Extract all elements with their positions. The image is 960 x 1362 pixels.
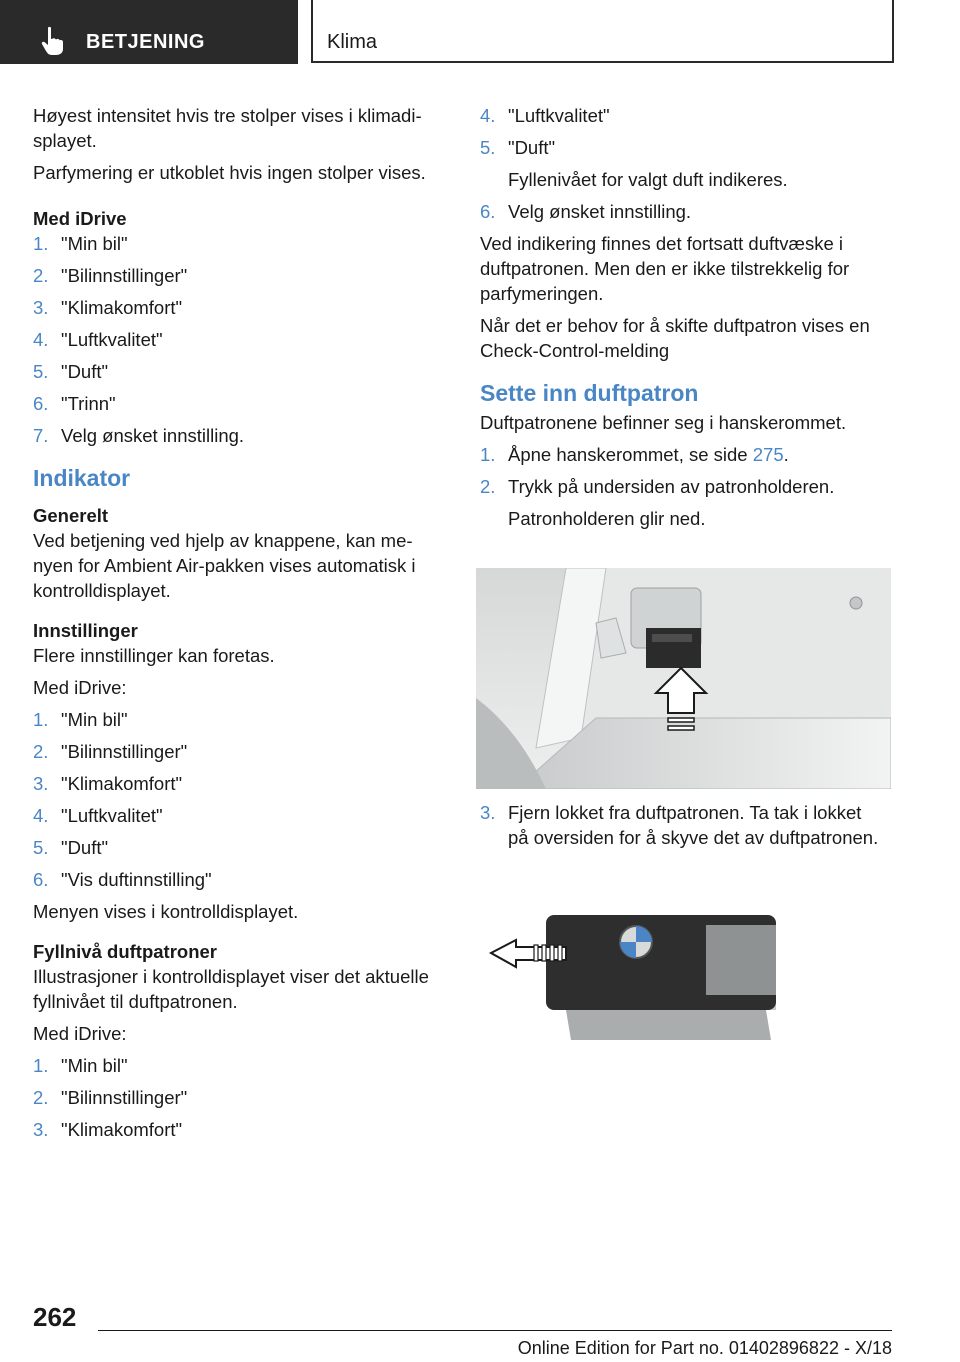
list-item: 3. "Klimakomfort"	[33, 773, 183, 794]
heading-indikator: Indikator	[33, 465, 131, 491]
steps-list-3-cont	[480, 103, 894, 167]
list-item: 2. "Bilinnstillinger"	[33, 741, 188, 762]
subheading-idrive: Med iDrive	[33, 208, 127, 229]
right-column	[480, 103, 894, 538]
list-item-note: Patronholderen glir ned.	[508, 508, 706, 529]
list-item: 3. Fjern lokket fra duftpatronen. Ta tak i lokket på oversiden for å skyve det av duftpatronen.	[480, 802, 879, 848]
paragraph: Ved indikering finnes det fortsatt duftvæske i duftpatronen. Men den er ikke tilstrekkelig for parfymeringen.	[480, 233, 850, 304]
list-item: 3. "Klimakomfort"	[33, 1119, 183, 1140]
list-item: 1. "Min bil"	[33, 709, 128, 730]
paragraph: Menyen vises i kontrolldisplayet.	[33, 901, 299, 922]
list-item: 4. "Luftkvalitet"	[33, 805, 163, 826]
glovebox-illustration	[476, 568, 891, 789]
list-item: 5. "Duft"	[33, 361, 109, 382]
paragraph: Flere innstillinger kan foretas.	[33, 645, 275, 666]
paragraph: Illustrasjoner i kontrolldisplayet viser det aktuelle fyllnivået til duftpatronen.	[33, 966, 429, 1012]
list-item: 3. "Klimakomfort"	[33, 297, 183, 318]
steps-list-1	[33, 231, 441, 455]
list-item-note: Fyllenivået for valgt duft indikeres.	[508, 169, 788, 190]
list-item: 2. Trykk på undersiden av patronholderen.	[480, 476, 835, 497]
list-item: 4. "Luftkvalitet"	[480, 105, 610, 126]
list-item: 7. Velg ønsket innstilling.	[33, 425, 245, 446]
paragraph: Høyest intensitet hvis tre stolper vises i klimadi- splayet.	[33, 105, 422, 151]
heading-sette-inn: Sette inn duftpatron	[480, 380, 699, 406]
list-item: 2. "Bilinnstillinger"	[33, 265, 188, 286]
steps-list-insert-cont	[480, 800, 894, 850]
steps-list-3-end	[480, 199, 894, 231]
footer-divider	[98, 1330, 892, 1331]
list-item: 6. "Trinn"	[33, 393, 116, 414]
page-link[interactable]: 275	[752, 444, 784, 465]
paragraph: Når det er behov for å skifte duftpatron vises en Check-Control-melding	[480, 315, 870, 361]
steps-list-2	[33, 707, 441, 899]
subheading-generelt: Generelt	[33, 505, 109, 526]
list-item: 5. "Duft"	[33, 837, 109, 858]
list-item: 6. "Vis duftinnstilling"	[33, 869, 212, 890]
left-column	[33, 103, 441, 1149]
right-column-lower	[480, 800, 894, 857]
chapter-header	[311, 0, 894, 63]
steps-list-3	[33, 1053, 441, 1149]
list-item: 1. "Min bil"	[33, 233, 128, 254]
edition-note: Online Edition for Part no. 01402896822 - X/18	[517, 1338, 892, 1358]
hand-pointer-icon	[40, 26, 66, 56]
paragraph: Duftpatronene befinner seg i hanskerommet.	[480, 412, 847, 433]
list-item: 4. "Luftkvalitet"	[33, 329, 163, 350]
paragraph: Med iDrive:	[33, 677, 127, 698]
list-item: 6. Velg ønsket innstilling.	[480, 201, 692, 222]
page-number: 262	[33, 1302, 77, 1332]
cartridge-illustration	[476, 900, 891, 1050]
chapter-title: Klima	[327, 31, 378, 53]
list-item: 5. "Duft"	[480, 137, 556, 158]
steps-list-insert	[480, 442, 894, 506]
paragraph: Ved betjening ved hjelp av knappene, kan me- nyen for Ambient Air-pakken vises automatisk i kontrolldisplayet.	[33, 530, 416, 601]
subheading-innstillinger: Innstillinger	[33, 620, 138, 641]
paragraph: Parfymering er utkoblet hvis ingen stolper vises.	[33, 162, 426, 183]
list-item: 1. Åpne hanskerommet, se side 275.	[480, 444, 789, 465]
paragraph: Med iDrive:	[33, 1023, 127, 1044]
section-title: BETJENING	[86, 31, 205, 53]
list-item: 2. "Bilinnstillinger"	[33, 1087, 188, 1108]
subheading-fyllniva: Fyllnivå duftpatroner	[33, 941, 217, 962]
list-item: 1. "Min bil"	[33, 1055, 128, 1076]
section-tab	[0, 0, 298, 64]
